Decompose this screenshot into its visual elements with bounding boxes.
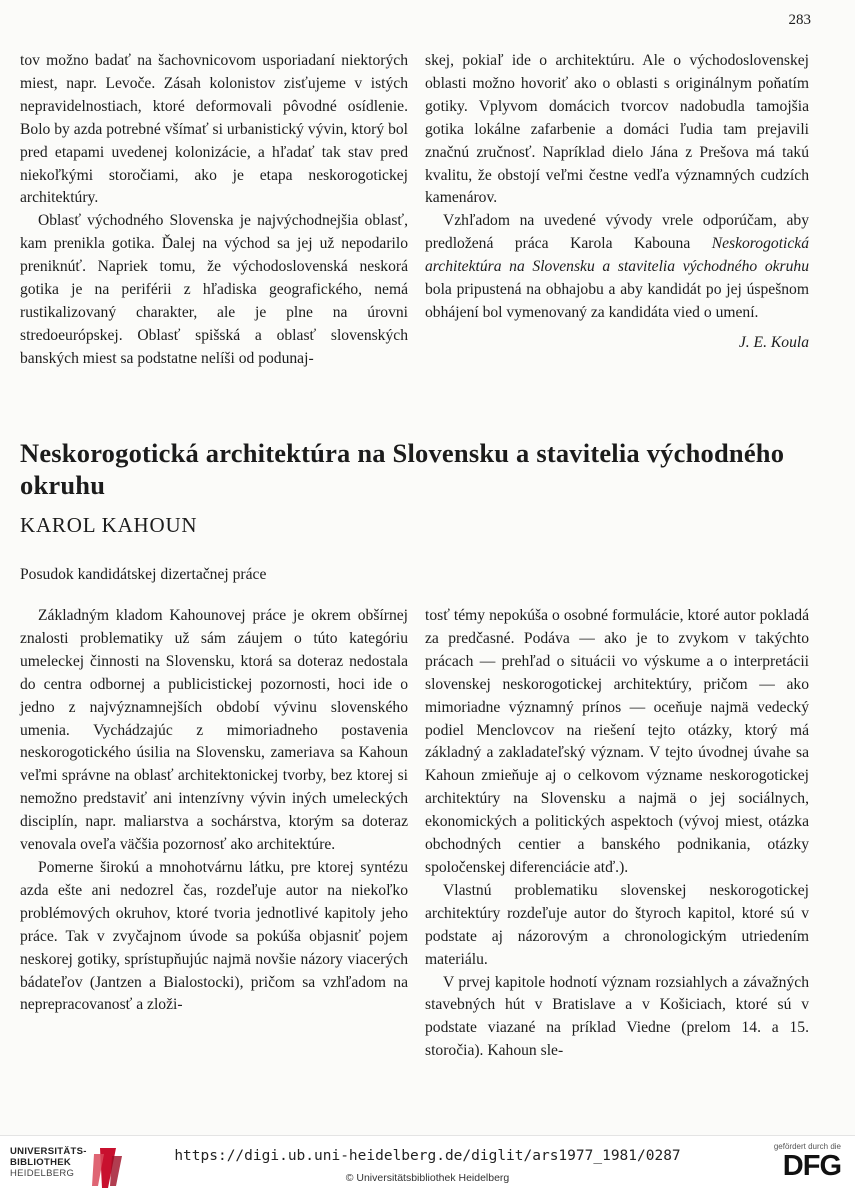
viewer-footer <box>0 1135 855 1195</box>
paragraph: Základným kladom Kahounovej práce je okrem obšírnej znalosti problematiky už sám záujem o túto kategóriu umeleckej činnosti na Slovensku, ktorá sa doteraz nedostala do centra odbornej a publicistickej pozornosti, hoci ide o jedno z najvýznamnejších období vývinu slovenského umenia. Vychádzajúc z mimoriadneho postavenia neskorogotického úsilia na Slovensku, zameriava sa Kahoun veľmi správne na oblasť architektonickej tvorby, bez ktorej si nemožno predstaviť ani intenzívny vývin iných umeleckých disciplín, napr. maliarstva a sochárstva, ktorým sa doteraz venovala oveľa väčšia pozornosť ako architektúre. <box>20 607 408 854</box>
paragraph: skej, pokiaľ ide o architektúru. Ale o východoslovenskej oblasti možno hovoriť ako o oblasti s originálnym poňatím gotiky. Vplyvom domácich tvorcov nadobudla tamojšia gotika lokálne zafarbenie a domáci ľudia tam prejavili značnú zručnosť. Napríklad dielo Jána z Prešova má takú kvalitu, že obstojí veľmi čestne vedľa významných cudzích kamenárov. <box>425 52 809 207</box>
paragraph: tov možno badať na šachovnicovom usporiadaní niektorých miest, napr. Levoče. Zásah kolonistov zisťujeme v istých nepravidelnostiach, ktoré deformovali pôvodné osídlenie. Bolo by azda potrebné všímať si urbanistický vývin, ktorý bol pred etapami uvedenej kolonizácie, a hľadať tak stav pred niekoľkými storočiami, ako je etapa neskorogotickej architektúry. <box>20 52 408 207</box>
paragraph <box>425 210 809 325</box>
sponsor-name: DFG <box>782 1150 841 1182</box>
paragraph-text: bola pripustená na obhajobu a aby kandidát po jej úspešnom obhájení bol vymenovaný za kandidáta vied o umení. <box>425 281 809 321</box>
logo-line: BIBLIOTHEK <box>10 1157 72 1168</box>
logo-line: HEIDELBERG <box>10 1168 75 1179</box>
review-column-right <box>425 50 809 355</box>
article-column-right <box>425 605 809 1063</box>
paragraph: Vlastnú problematiku slovenskej neskorogotickej architektúry rozdeľuje autor do štyroch kapitol, ktoré sú v podstate aj názorovým a chronologickým utriedením materiálu. <box>425 881 809 968</box>
article-title: Neskorogotická architektúra na Slovensku a stavitelia východného okruhu <box>20 438 785 500</box>
article-subtitle: Posudok kandidátskej dizertačnej práce <box>20 566 267 583</box>
paragraph: V prvej kapitole hodnotí význam rozsiahlych a závažných stavebných hút v Bratislave a v Košiciach, ktoré sú v podstate viazané na príklad Viedne (prelom 14. a 15. storočia). Kahoun sle- <box>425 973 809 1060</box>
review-column-left <box>20 50 408 371</box>
paragraph: Pomerne širokú a mnohotvárnu látku, pre ktorej syntézu azda ešte ani nedozrel čas, rozdeľuje autor na niekoľko problémových okruhov, ktoré tvoria jednotlivé kapitoly jeho práce. Tak v zvyčajnom úvode sa pokúša objasniť pojem neskorej gotiky, sprístupňujúc najmä novšie názory viacerých bádateľov (Jantzen a Bialostocki), pričom sa vzhľadom na neprepracovanosť a zloži- <box>20 858 408 1014</box>
review-signature: J. E. Koula <box>738 333 809 351</box>
paragraph-text: Vzhľadom na uvedené vývody vrele odporúčam, aby predložená práca Karola Kabouna <box>425 212 809 253</box>
page-number: 283 <box>788 12 811 28</box>
paragraph: Oblasť východného Slovenska je najvýchodnejšia oblasť, kam prenikla gotika. Ďalej na východ sa jej už nepodarilo preniknúť. Napriek tomu, že východoslovenská neskorá gotika je na periférii z hľadiska geografického, nemá rustikalizovaný charakter, ale je plne na úrovni stredoeurópskej. Oblasť spišská a oblasť slovenských banských miest sa podstatne nelíši od podunaj- <box>20 212 408 367</box>
dfg-logo[interactable] <box>761 1142 841 1181</box>
work-title: Neskorogotická architektúra na Slovensku a stavitelia východného okruhu <box>425 235 809 276</box>
paragraph: tosť témy nepokúša o osobné formulácie, ktoré autor pokladá za predčasné. Podáva — ako je to zvykom v takýchto prácach — prehľad o situácii vo výskume a o interpretácii slovenskej neskorogotickej architektúry, pričom — ako mimoriadne významný prínos — oceňuje najmä vedecký podiel Menclovcov na riešení tejto otázky, ktorý má základný a zakladateľský význam. V tejto úvodnej úvahe sa Kahoun zmieňuje aj o celkovom význame neskorogotickej architektúry na Slovensku a najmä o jej sociálnych, ekonomických a politických aspektoch (vývoj miest, otázka obchodných centier a banského podnikania, otázky spoločenskej diferenciácie atď.). <box>425 607 809 876</box>
permalink-url[interactable]: https://digi.ub.uni-heidelberg.de/diglit/ars1977_1981/0287 <box>174 1148 681 1164</box>
article-author: KAROL KAHOUN <box>20 513 198 537</box>
copyright-notice: © Universitätsbibliothek Heidelberg <box>345 1172 510 1184</box>
sponsor-label: gefördert durch die <box>773 1142 841 1151</box>
logo-line: UNIVERSITÄTS- <box>10 1146 87 1157</box>
article-column-left <box>20 605 408 1017</box>
